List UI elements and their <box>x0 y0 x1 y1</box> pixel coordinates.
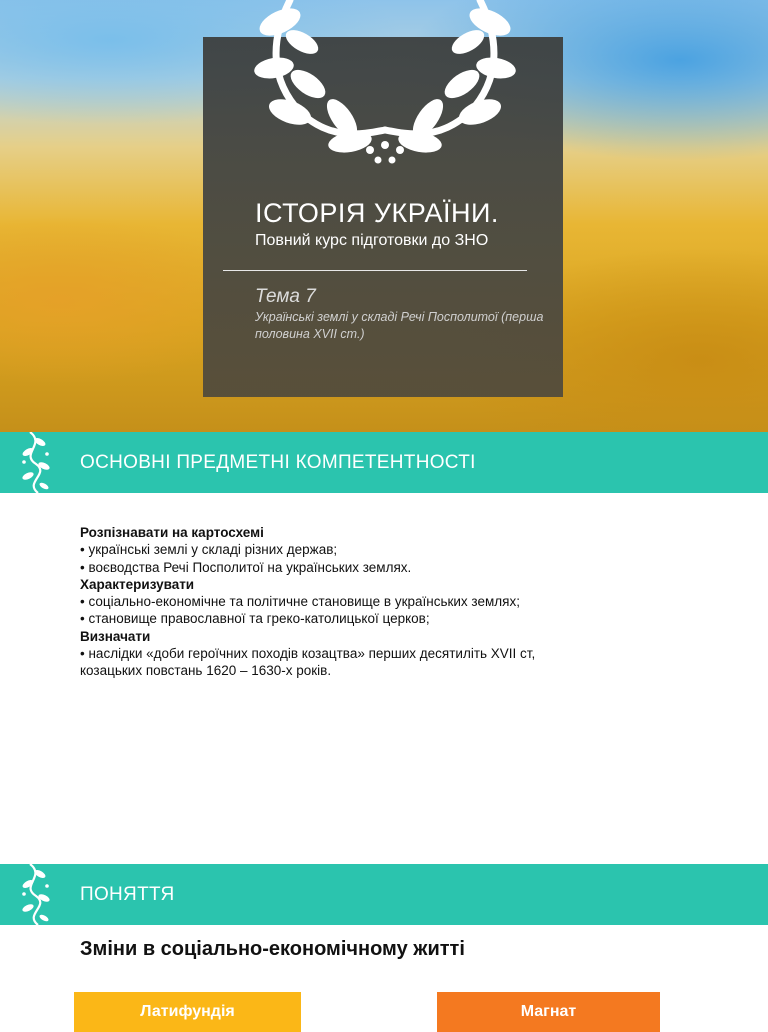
list-item: • воєводства Речі Посполитої на українських землях. <box>80 559 412 575</box>
cover-divider <box>223 270 527 271</box>
vine-ornament-icon <box>20 432 52 493</box>
concepts-banner <box>0 864 768 925</box>
competence-heading-recognize: Розпізнавати на картосхемі <box>80 525 264 540</box>
term-card-latifundia[interactable]: Латифундія <box>74 992 301 1032</box>
concepts-heading: Зміни в соціально-економічному житті <box>80 938 465 960</box>
topic-description: Українські землі у складі Речі Посполитої (перша половина XVII ст.) <box>255 310 544 341</box>
vine-ornament-icon <box>20 864 52 925</box>
competences-title: ОСНОВНІ ПРЕДМЕТНІ КОМПЕТЕНТНОСТІ <box>80 452 476 473</box>
list-item: • наслідки «доби героїчних походів козацтва» перших десятиліть XVII ст, <box>80 646 536 662</box>
term-card-magnate[interactable]: Магнат <box>437 992 660 1032</box>
wreath-ornament-icon <box>250 0 520 170</box>
competence-heading-determine: Визначати <box>80 628 151 644</box>
cover-subtitle: Повний курс підготовки до ЗНО <box>255 232 489 249</box>
list-item: • соціально-економічне та політичне становище в українських землях; <box>80 594 520 610</box>
topic-number: Тема 7 <box>255 286 316 307</box>
concepts-title: ПОНЯТТЯ <box>80 884 175 905</box>
cover-title: ІСТОРІЯ УКРАЇНИ. <box>255 198 499 228</box>
competence-heading-characterize: Характеризувати <box>80 576 195 592</box>
cover-hero <box>0 0 768 432</box>
competences-list <box>80 524 700 680</box>
competences-banner <box>0 432 768 493</box>
list-item: • становище православної та греко-католицької церков; <box>80 611 430 627</box>
list-item: козацьких повстань 1620 – 1630-х років. <box>80 663 332 679</box>
list-item: • українські землі у складі різних держав; <box>80 542 338 558</box>
